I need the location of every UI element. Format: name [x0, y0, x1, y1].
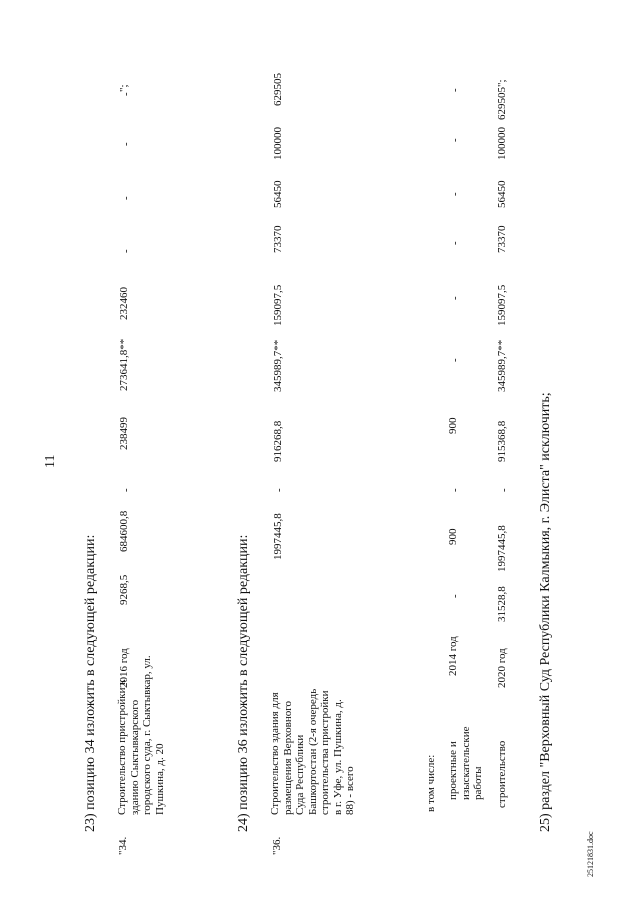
row-value: - — [449, 296, 461, 300]
row-value: - — [498, 488, 510, 492]
row-capacity: 31528,8 — [496, 586, 508, 622]
row-value: 73370 — [496, 225, 508, 253]
row-value: - — [449, 192, 461, 196]
row-value: - — [449, 488, 461, 492]
row-period: 2016 год — [118, 648, 130, 688]
row-value: 238499 — [118, 417, 130, 450]
row-value: 100000 — [496, 127, 508, 160]
row-value: 100000 — [272, 127, 284, 160]
section-heading: 25) раздел "Верховный Суд Республики Калмыкия, г. Элиста" исключить; — [538, 392, 553, 832]
row-marker: "36. — [271, 836, 283, 855]
row-capacity: - — [449, 594, 461, 598]
row-name: Строительство пристройки к зданию Сыктывкарского городского суда, г. Сыктывкар, ул. Пушкина, д. 20 — [116, 655, 166, 815]
row-total-cost: 900 — [447, 528, 459, 545]
row-marker: "34. — [117, 836, 129, 855]
row-value: - — [449, 241, 461, 245]
row-total-cost: 1997445,8 — [496, 525, 508, 572]
row-value: 916268,8 — [272, 420, 284, 462]
row-value: - — [449, 358, 461, 362]
row-value: - — [120, 142, 132, 146]
row-value: 56450 — [272, 180, 284, 208]
row-total-cost: 684600,8 — [118, 510, 130, 552]
row-period: 2014 год — [447, 636, 459, 676]
page-number: 11 — [43, 454, 58, 468]
row-value: - — [273, 488, 285, 492]
row-name: проектные и изыскательские работы — [447, 726, 484, 800]
row-value: 345989,7** — [496, 339, 508, 392]
row-value: 345989,7** — [272, 339, 284, 392]
row-value: 56450 — [496, 180, 508, 208]
row-value: 73370 — [272, 225, 284, 253]
row-value: 159097,5 — [496, 284, 508, 326]
row-name: в том числе: — [425, 754, 437, 812]
row-value: "; — [118, 84, 130, 92]
footer-code: 25121831.doc — [586, 831, 595, 877]
row-value: - — [120, 488, 132, 492]
row-period: 2020 год — [496, 648, 508, 688]
section-heading: 24) позицию 36 изложить в следующей редакции: — [236, 534, 251, 832]
section-heading: 23) позицию 34 изложить в следующей редакции: — [83, 534, 98, 832]
row-value: 159097,5 — [272, 284, 284, 326]
row-value: 629505"; — [496, 79, 508, 120]
row-total-cost: 1997445,8 — [272, 513, 284, 560]
row-value: 900 — [447, 417, 459, 434]
row-value: - — [449, 88, 461, 92]
row-value: 273641,8** — [118, 338, 130, 391]
row-name: Строительство здания для размещения Верховного Суда Республики Башкортостан (2-я очередь строительства пристройки в г. Уфе, ул. Пушкина, д. 88) - всего — [269, 688, 356, 815]
row-value: - — [449, 138, 461, 142]
row-capacity: 9268,5 — [118, 574, 130, 605]
row-value: - — [120, 249, 132, 253]
row-value: 232460 — [118, 287, 130, 320]
row-value: 915368,8 — [496, 420, 508, 462]
row-value: 629505 — [272, 73, 284, 106]
row-value: - — [120, 92, 132, 96]
row-name: строительство — [496, 740, 508, 808]
row-value: - — [120, 196, 132, 200]
